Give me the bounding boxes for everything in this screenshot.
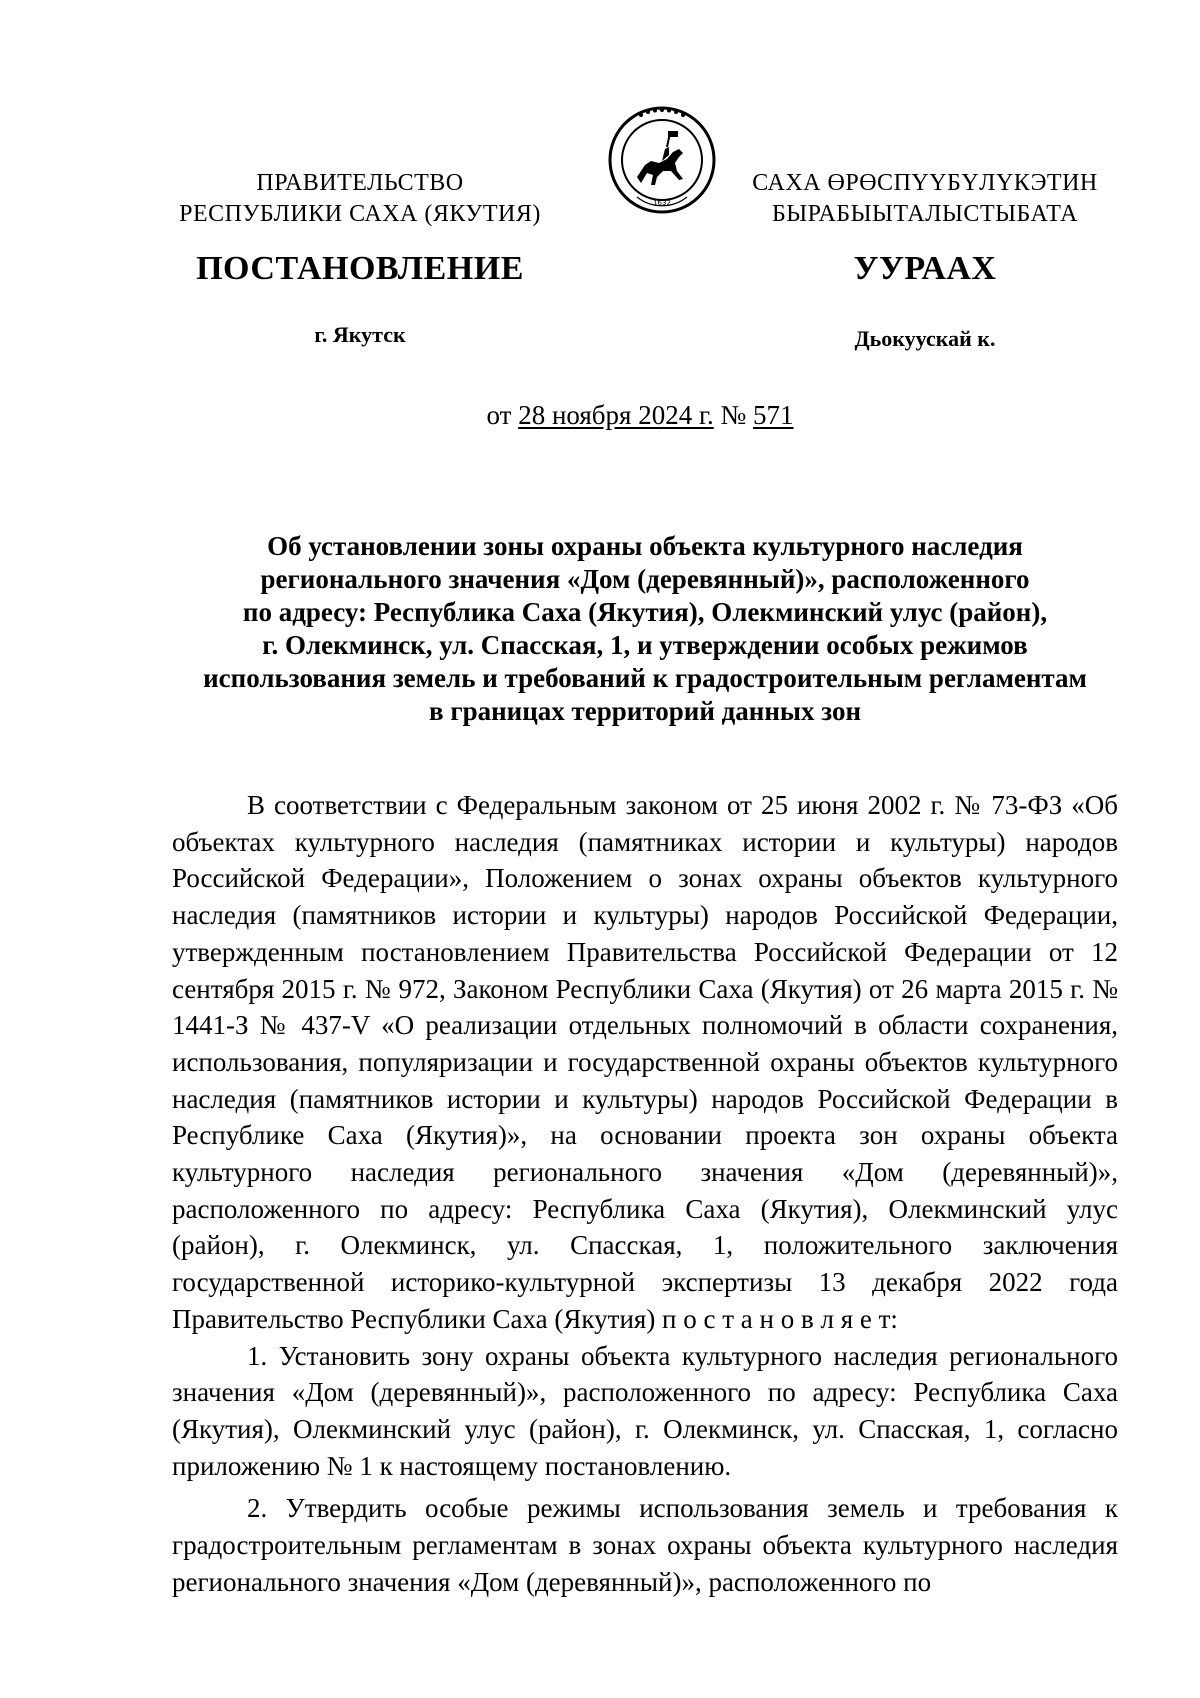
coat-of-arms-emblem-icon [607, 105, 717, 215]
svg-text:1632: 1632 [653, 199, 671, 207]
doc-type-ru: ПОСТАНОВЛЕНИЕ [196, 250, 524, 287]
doc-type-sah: УУРААХ [853, 250, 997, 287]
date-and-number [150, 400, 1130, 431]
document-subject [170, 530, 1120, 728]
issuer-ru-line1: ПРАВИТЕЛЬСТВО [256, 170, 464, 196]
issuer-sah-line2: БЫРАБЫЫТАЛЫСТЫБАТА [771, 201, 1079, 227]
subject-line: г. Олекминск, ул. Спасская, 1, и утверждении особых режимов [262, 630, 1028, 660]
body-paragraph-preamble: В соответствии с Федеральным законом от 25 июня 2002 г. № 73-ФЗ «Об объектах культурного наследия (памятниках истории и культуры) народов Российской Федерации», Положением о зонах охраны объектов культурного наследия (памятников истории и культуры) народов Российской Федерации, утвержденным постановлением Правительства Российской Федерации от 12 сентября 2015 г. № 972, Законом Республики Саха (Якутия) от 26 марта 2015 г. № 1441-З № 437-V «О реализации отдельных полномочий в области сохранения, использования, популяризации и государственной охраны объектов культурного наследия (памятников истории и культуры) народов Российской Федерации в Республике Саха (Якутия)», на основании проекта зон охраны объекта культурного наследия регионального значения «Дом (деревянный)», расположенного по адресу: Республика Саха (Якутия), Олекминский улус (район), г. Олекминск, ул. Спасская, 1, положительного заключения государственной историко-культурной экспертизы 13 декабря 2022 года Правительство Республики Саха (Якутия) п о с т а н о в л я е т: [172, 790, 1118, 1334]
body-paragraph-item-2: 2. Утвердить особые режимы использования земель и требования к градостроительным регламентам в зонах охраны объекта культурного наследия регионального значения «Дом (деревянный)», расположенного по [172, 1493, 1118, 1597]
subject-line: по адресу: Республика Саха (Якутия), Олекминский улус (район), [242, 597, 1048, 627]
issuer-ru [150, 168, 570, 230]
date-prefix: от [486, 400, 512, 430]
issuer-ru-line2: РЕСПУБЛИКИ САХА (ЯКУТИЯ) [179, 201, 541, 227]
city-sah: Дьокуускай к. [854, 326, 996, 351]
number-sign: № [720, 400, 747, 430]
document-body [172, 787, 1118, 1600]
subject-line: в границах территорий данных зон [429, 696, 861, 726]
subject-line: Об установлении зоны охраны объекта культурного наследия [267, 531, 1023, 561]
subject-line: использования земель и требований к градостроительным регламентам [203, 663, 1087, 693]
city-ru: г. Якутск [314, 322, 406, 347]
subject-line: регионального значения «Дом (деревянный)», расположенного [260, 564, 1030, 594]
issuer-sah [715, 168, 1135, 230]
document-date: 28 ноября 2024 г. [518, 400, 714, 430]
body-paragraph-item-1: 1. Установить зону охраны объекта культурного наследия регионального значения «Дом (деревянный)», расположенного по адресу: Республика Саха (Якутия), Олекминский улус (район), г. Олекминск, ул. Спасская, 1, согласно приложению № 1 к настоящему постановлению. [172, 1340, 1118, 1481]
document-number: 571 [753, 400, 794, 430]
issuer-sah-line1: САХА ӨРӨСПҮҮБҮЛҮКЭТИН [752, 170, 1098, 196]
